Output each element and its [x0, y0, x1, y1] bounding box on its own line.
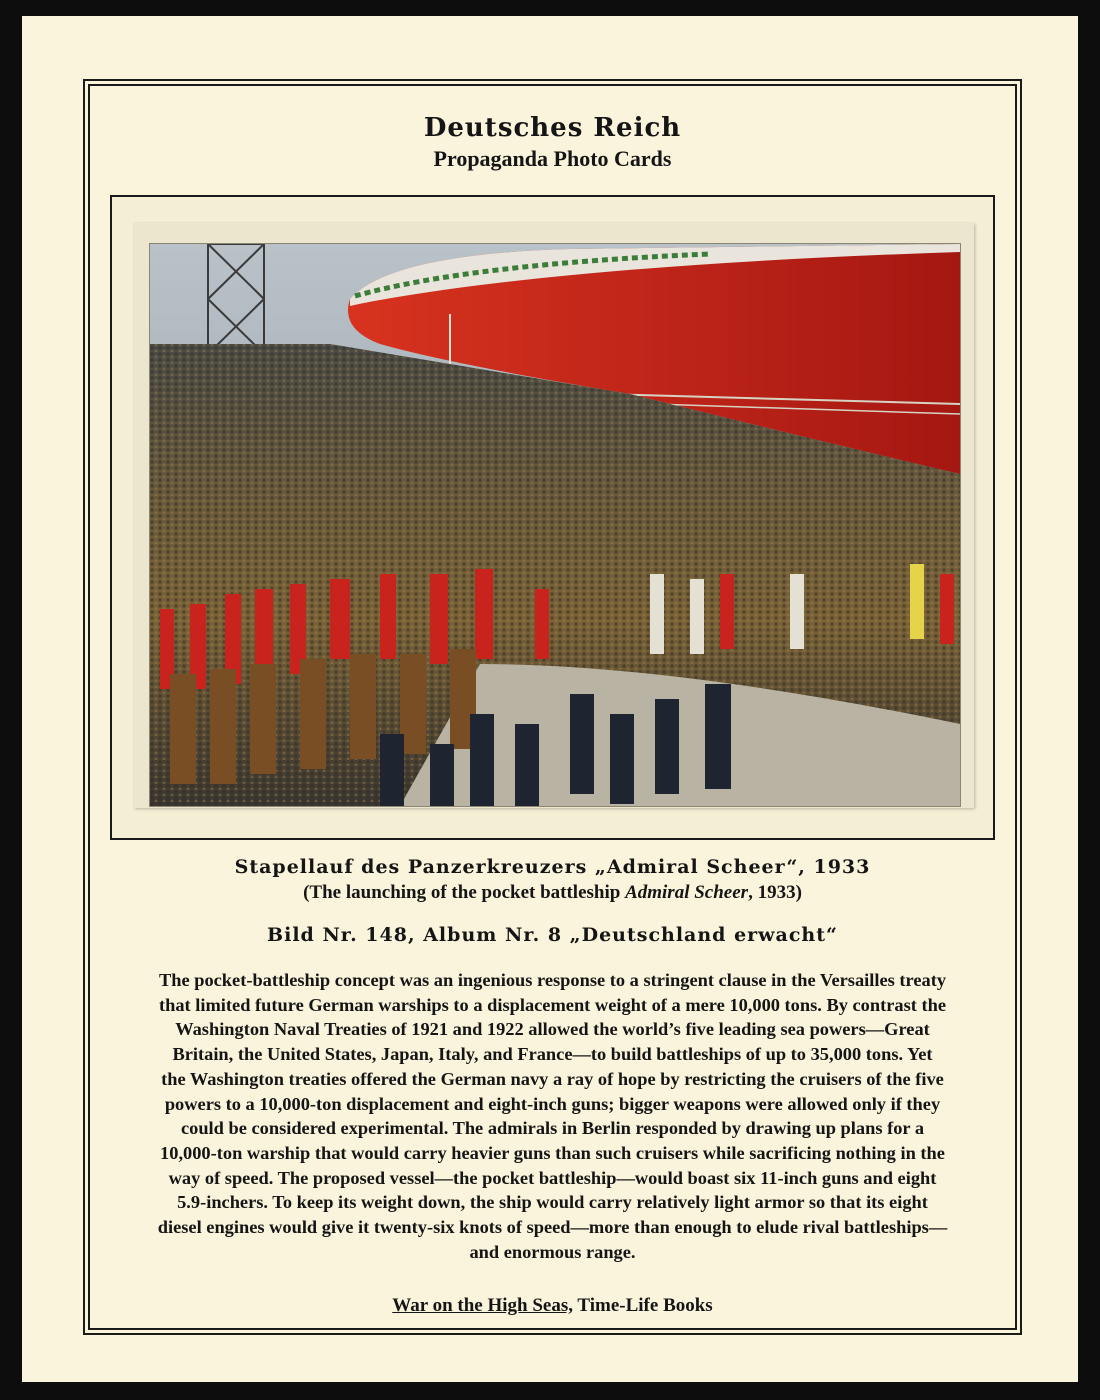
- caption-english-prefix: (The launching of the pocket battleship: [303, 882, 626, 903]
- album-page: [22, 16, 1078, 1382]
- body-line: way of speed. The proposed vessel—the pocket battleship—would boast six 11-inch guns and eight: [168, 1167, 937, 1188]
- body-line: that limited future German warships to a displacement weight of a mere 10,000 tons. By contrast the: [159, 994, 946, 1015]
- page-title: Deutsches Reich: [423, 113, 682, 143]
- body-line: the Washington treaties offered the German navy a ray of hope by restricting the cruisers of the five: [161, 1068, 944, 1089]
- body-line: Britain, the United States, Japan, Italy, and France—to build battleships of up to 35,000 tons. Yet: [172, 1044, 933, 1065]
- photo-card: [149, 243, 961, 807]
- source-citation: [88, 1295, 1017, 1317]
- body-line: 5.9-inchers. To keep its weight down, the ship would carry relatively light armor so that its eight: [177, 1192, 928, 1213]
- photo-mount: [134, 223, 974, 808]
- photo-frame: [110, 195, 995, 840]
- caption-english-suffix: , 1933): [748, 882, 802, 903]
- page-header: [88, 112, 1017, 174]
- body-paragraph: [100, 968, 1005, 1264]
- body-line: diesel engines would give it twenty-six knots of speed—more than enough to elude rival battleships—: [157, 1217, 948, 1238]
- body-line: The pocket-battleship concept was an ingenious response to a stringent clause in the Versailles treaty: [158, 970, 947, 990]
- body-line: could be considered experimental. The admirals in Berlin responded by drawing up plans for a: [180, 1118, 925, 1139]
- body-line: and enormous range.: [469, 1241, 636, 1262]
- album-reference: Bild Nr. 148, Album Nr. 8 „Deutschland erwacht“: [267, 924, 838, 946]
- body-line: Washington Naval Treaties of 1921 and 1922 allowed the world’s five leading sea powers—Great: [175, 1019, 930, 1040]
- body-line: powers to a 10,000-ton displacement and eight-inch guns; bigger weapons were allowed only if they: [164, 1093, 941, 1114]
- page-subtitle: Propaganda Photo Cards: [433, 146, 672, 171]
- source-book-title: War on the High Seas,: [392, 1295, 573, 1316]
- photo-illustration: [150, 244, 960, 806]
- caption-german: Stapellauf des Panzerkreuzers „Admiral Scheer“, 1933: [234, 856, 871, 878]
- photo-caption: [88, 854, 1017, 948]
- body-line: 10,000-ton warship that would carry heavier guns than such cruisers while sacrificing nothing in the: [160, 1142, 945, 1163]
- caption-ship-name: Admiral Scheer: [625, 882, 749, 903]
- caption-english: [88, 880, 1017, 906]
- source-publisher: Time-Life Books: [573, 1295, 713, 1316]
